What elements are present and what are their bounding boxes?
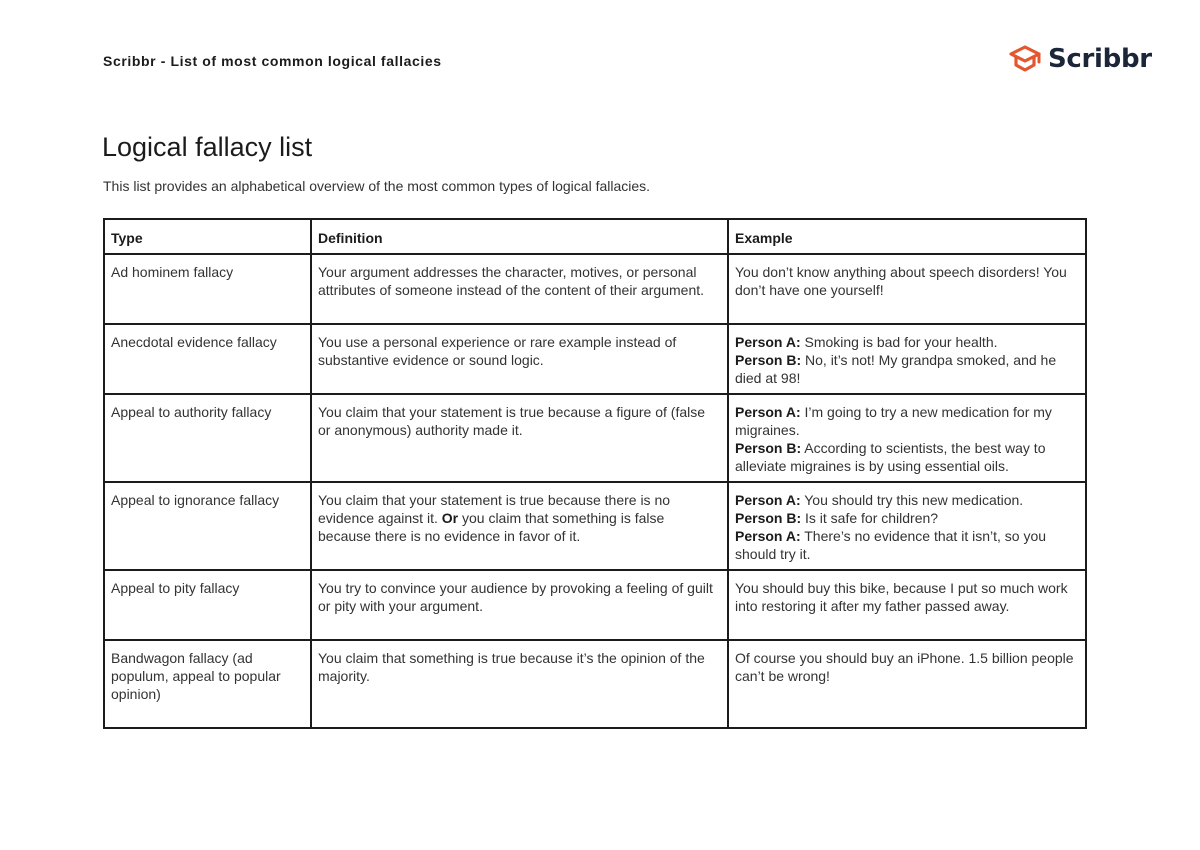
fallacy-definition-cell xyxy=(311,482,728,570)
speaker-label: Person A: xyxy=(735,528,801,544)
dialogue-text: Is it safe for children? xyxy=(805,510,939,526)
logo-wordmark: Scribbr xyxy=(1048,44,1152,74)
fallacy-type-cell: Ad hominem fallacy xyxy=(104,254,311,324)
fallacy-definition-cell: You claim that your statement is true because a figure of (false or anonymous) authority made it. xyxy=(311,394,728,482)
fallacy-type-cell: Appeal to authority fallacy xyxy=(104,394,311,482)
fallacy-type-cell: Appeal to ignorance fallacy xyxy=(104,482,311,570)
fallacy-type-cell: Anecdotal evidence fallacy xyxy=(104,324,311,394)
dialogue-line xyxy=(735,333,1079,351)
dialogue-line xyxy=(735,351,1079,387)
dialogue-text: According to scientists, the best way to alleviate migraines is by using essential oils. xyxy=(735,440,1046,474)
dialogue-text: There’s no evidence that it isn’t, so you should try it. xyxy=(735,528,1047,562)
definition-or-keyword: Or xyxy=(441,510,459,526)
fallacy-definition-cell: You use a personal experience or rare example instead of substantive evidence or sound logic. xyxy=(311,324,728,394)
fallacy-example-cell xyxy=(728,394,1086,482)
dialogue-line xyxy=(735,527,1079,563)
speaker-label: Person B: xyxy=(735,352,802,368)
speaker-label: Person A: xyxy=(735,334,801,350)
table-row xyxy=(104,482,1086,570)
document-header-title: Scribbr - List of most common logical fallacies xyxy=(103,53,442,69)
table-row xyxy=(104,324,1086,394)
table-row xyxy=(104,254,1086,324)
fallacy-type-cell: Bandwagon fallacy (ad populum, appeal to popular opinion) xyxy=(104,640,311,728)
dialogue-line xyxy=(735,509,1079,527)
table-row xyxy=(104,640,1086,728)
dialogue-text: Smoking is bad for your health. xyxy=(804,334,998,350)
speaker-label: Person B: xyxy=(735,440,802,456)
fallacy-example-cell: You should buy this bike, because I put so much work into restoring it after my father passed away. xyxy=(728,570,1086,640)
speaker-label: Person A: xyxy=(735,404,801,420)
fallacy-definition-cell: Your argument addresses the character, motives, or personal attributes of someone instead of the content of their argument. xyxy=(311,254,728,324)
column-header-definition: Definition xyxy=(311,219,728,254)
intro-paragraph: This list provides an alphabetical overview of the most common types of logical fallacies. xyxy=(103,178,651,194)
table-row xyxy=(104,394,1086,482)
definition-part-2: you claim that something is false because there is no evidence in favor of it. xyxy=(318,510,665,544)
fallacy-example-cell: You don’t know anything about speech disorders! You don’t have one yourself! xyxy=(728,254,1086,324)
fallacy-definition-cell: You claim that something is true because it’s the opinion of the majority. xyxy=(311,640,728,728)
dialogue-text: You should try this new medication. xyxy=(804,492,1024,508)
graduation-cap-chevron-icon xyxy=(1008,44,1042,74)
fallacy-example-cell xyxy=(728,482,1086,570)
fallacy-example-cell: Of course you should buy an iPhone. 1.5 billion people can’t be wrong! xyxy=(728,640,1086,728)
definition-part-1: You claim that your statement is true because there is no evidence against it. xyxy=(318,492,671,526)
dialogue-text: I’m going to try a new medication for my migraines. xyxy=(735,404,1052,438)
dialogue-line xyxy=(735,439,1079,475)
column-header-example: Example xyxy=(728,219,1086,254)
speaker-label: Person A: xyxy=(735,492,801,508)
dialogue-line xyxy=(735,491,1079,509)
column-header-type: Type xyxy=(104,219,311,254)
page-title: Logical fallacy list xyxy=(102,132,313,162)
dialogue-line xyxy=(735,403,1079,439)
table-header-row xyxy=(104,219,1086,254)
speaker-label: Person B: xyxy=(735,510,802,526)
fallacy-table xyxy=(103,218,1087,729)
fallacy-definition-cell: You try to convince your audience by provoking a feeling of guilt or pity with your argument. xyxy=(311,570,728,640)
dialogue-text: No, it’s not! My grandpa smoked, and he died at 98! xyxy=(735,352,1057,386)
scribbr-logo[interactable] xyxy=(1008,44,1152,74)
fallacy-example-cell xyxy=(728,324,1086,394)
fallacy-type-cell: Appeal to pity fallacy xyxy=(104,570,311,640)
table-row xyxy=(104,570,1086,640)
